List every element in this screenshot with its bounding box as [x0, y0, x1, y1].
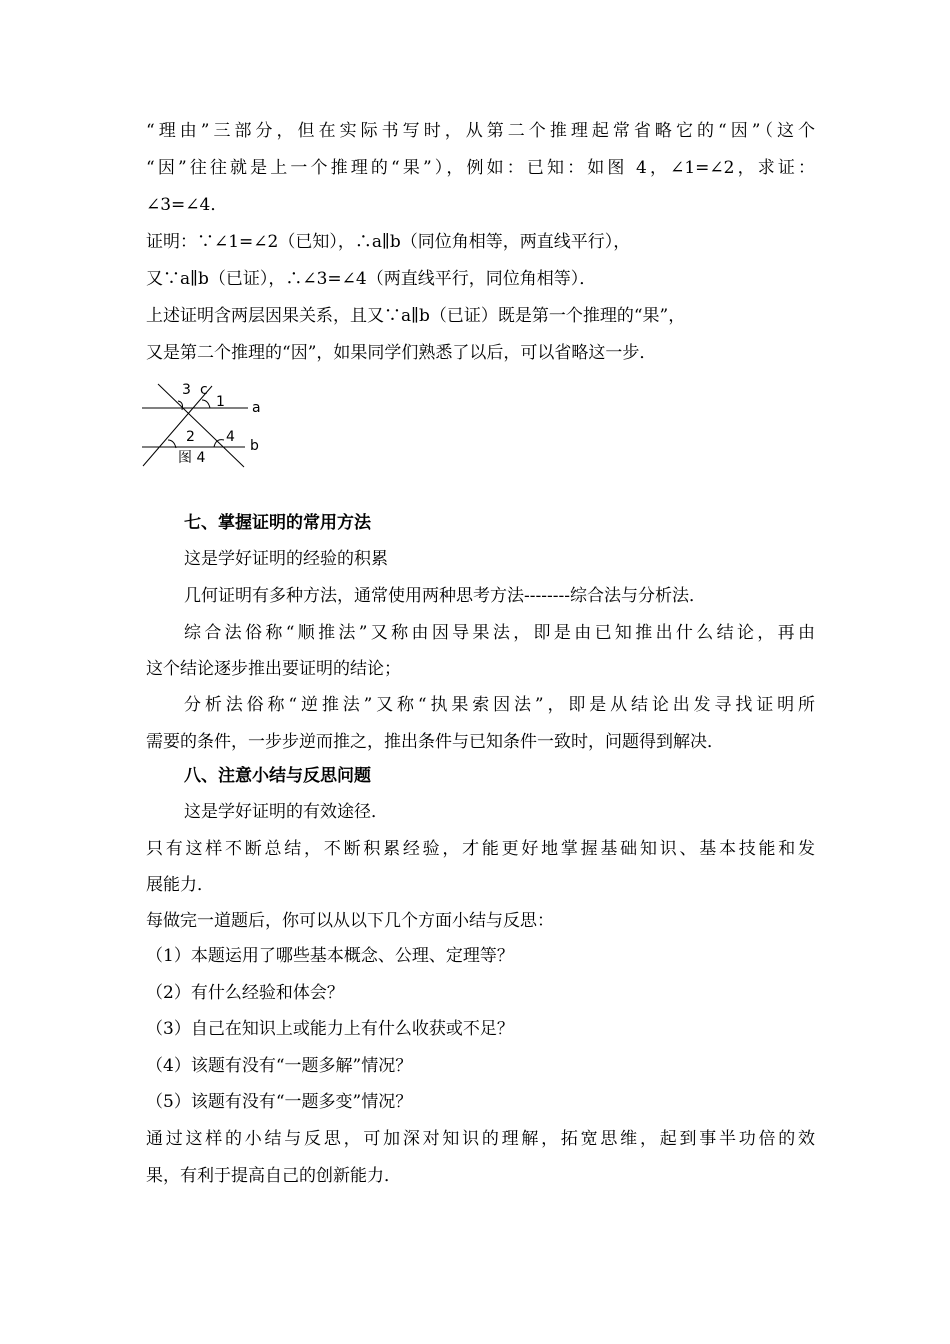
proof-line4: 又是第二个推理的“因”，如果同学们熟悉了以后，可以省略这一步． — [146, 343, 657, 363]
figure-caption: 图 4 — [178, 450, 206, 466]
para1-line2: “因”往往就是上一个推理的“果”），例如：已知：如图 4，∠1=∠2，求证： — [146, 158, 815, 178]
para1-line1: “理由”三部分，但在实际书写时，从第二个推理起常省略它的“因”（这个 — [146, 121, 815, 141]
label-angle-3: 3 — [182, 382, 191, 398]
section7-heading: 七、掌握证明的常用方法 — [184, 513, 371, 533]
section7-p4-line1: 分析法俗称“逆推法”又称“执果索因法”，即是从结论出发寻找证明所 — [184, 695, 815, 715]
section8-p3: 每做完一道题后，你可以从以下几个方面小结与反思： — [146, 911, 554, 931]
list-item-4: （4）该题有没有“一题多解”情况？ — [146, 1056, 413, 1076]
proof-line3: 上述证明含两层因果关系，且又∵a∥b（已证）既是第一个推理的“果”， — [146, 306, 686, 326]
list-item-3: （3）自己在知识上或能力上有什么收获或不足？ — [146, 1019, 514, 1039]
section8-p2-line2: 展能力． — [146, 875, 214, 895]
section8-p4-line1: 通过这样的小结与反思，可加深对知识的理解，拓宽思维，起到事半功倍的效 — [146, 1129, 815, 1149]
section8-p2-line1: 只有这样不断总结，不断积累经验，才能更好地掌握基础知识、基本技能和发 — [146, 839, 815, 859]
section8-heading: 八、注意小结与反思问题 — [184, 766, 371, 786]
section8-p4-line2: 果，有利于提高自己的创新能力． — [146, 1166, 401, 1186]
list-item-2: （2）有什么经验和体会？ — [146, 983, 344, 1003]
label-line-a: a — [252, 400, 261, 416]
proof-line2: 又∵a∥b（已证），∴∠3=∠4（两直线平行，同位角相等）． — [146, 269, 597, 289]
para1-line3: ∠3=∠4． — [146, 195, 228, 215]
section7-p3-line2: 这个结论逐步推出要证明的结论； — [146, 659, 401, 679]
section7-p3-line1: 综合法俗称“顺推法”又称由因导果法，即是由已知推出什么结论，再由 — [184, 623, 815, 643]
label-line-b: b — [250, 438, 259, 454]
section7-p4-line2: 需要的条件，一步步逆而推之，推出条件与已知条件一致时，问题得到解决． — [146, 732, 724, 752]
list-item-5: （5）该题有没有“一题多变”情况？ — [146, 1092, 413, 1112]
section8-p1: 这是学好证明的有效途径． — [184, 802, 388, 822]
list-item-1: （1）本题运用了哪些基本概念、公理、定理等？ — [146, 946, 514, 966]
label-angle-2: 2 — [186, 429, 195, 445]
section7-p2: 几何证明有多种方法，通常使用两种思考方法--------综合法与分析法． — [184, 586, 706, 606]
label-angle-4: 4 — [226, 429, 235, 445]
label-angle-1: 1 — [216, 394, 225, 410]
label-line-c: c — [200, 382, 208, 398]
section7-p1: 这是学好证明的经验的积累 — [184, 549, 388, 569]
proof-line1: 证明：∵∠1=∠2（已知），∴a∥b（同位角相等，两直线平行）， — [146, 232, 631, 252]
figure-4-diagram — [140, 378, 270, 470]
angle-1-arc — [202, 400, 210, 408]
